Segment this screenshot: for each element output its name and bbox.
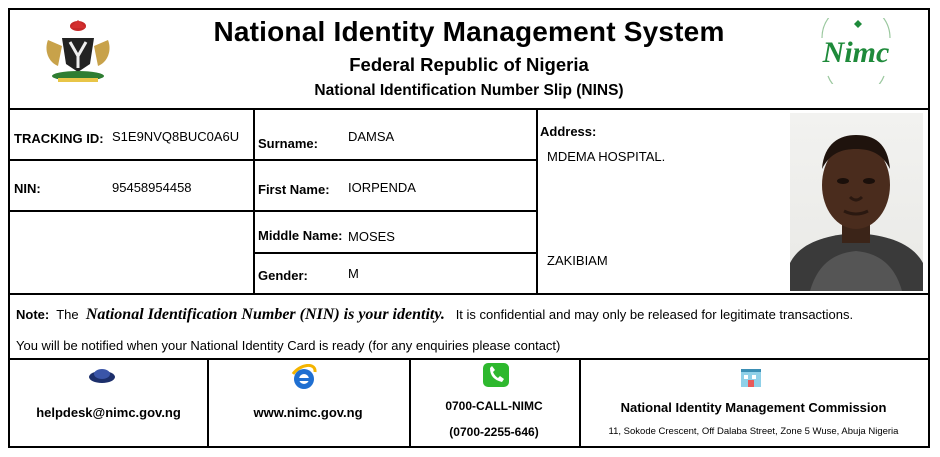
note-line-2: You will be notified when your National Identity Card is ready (for any enquiries please contact)	[16, 338, 561, 353]
phone-number: (0700-2255-646)	[449, 425, 539, 439]
note-emphasis: National Identification Number (NIN) is your identity.	[85, 306, 445, 323]
passport-photo	[790, 113, 923, 291]
website-link[interactable]: www.nimc.gov.ng	[253, 405, 363, 420]
gender-label: Gender:	[258, 268, 308, 283]
address-label: Address:	[540, 124, 597, 139]
nin-value: 95458954458	[112, 180, 192, 195]
commission-name: National Identity Management Commission	[620, 400, 887, 415]
middle-name-label: Middle Name:	[258, 228, 343, 243]
note-line-1	[16, 306, 853, 324]
first-name-label: First Name:	[258, 182, 330, 197]
building-icon	[740, 368, 762, 388]
surname-label: Surname:	[258, 136, 318, 151]
person-photo-icon	[790, 113, 923, 291]
address-line-2: ZAKIBIAM	[547, 253, 608, 268]
nin-label: NIN:	[14, 181, 41, 196]
note-label: Note:	[16, 307, 50, 322]
phone-label: 0700-CALL-NIMC	[445, 399, 543, 413]
note-rest: It is confidential and may only be released for legitimate transactions.	[455, 307, 854, 322]
nin-slip	[8, 8, 930, 448]
address-line-1: MDEMA HOSPITAL.	[547, 149, 666, 164]
note-the: The	[56, 307, 79, 322]
helpdesk-email: helpdesk@nimc.gov.ng	[36, 405, 181, 420]
surname-value: DAMSA	[348, 129, 395, 144]
svg-text:Nimc: Nimc	[822, 36, 890, 69]
phone-icon	[482, 362, 510, 388]
gender-value: M	[348, 266, 359, 281]
email-icon	[88, 366, 116, 384]
commission-address: 11, Sokode Crescent, Off Dalaba Street, Zone 5 Wuse, Abuja Nigeria	[608, 426, 899, 437]
page-title: National Identity Management System	[213, 16, 725, 47]
slip-title: National Identification Number Slip (NINS)	[314, 82, 624, 99]
browser-icon	[290, 364, 318, 392]
middle-name-value: MOSES	[348, 229, 395, 244]
page-subtitle: Federal Republic of Nigeria	[349, 54, 589, 75]
first-name-value: IORPENDA	[348, 180, 416, 195]
tracking-id-label: TRACKING ID:	[14, 131, 104, 146]
tracking-id-value: S1E9NVQ8BUC0A6U	[112, 129, 240, 144]
